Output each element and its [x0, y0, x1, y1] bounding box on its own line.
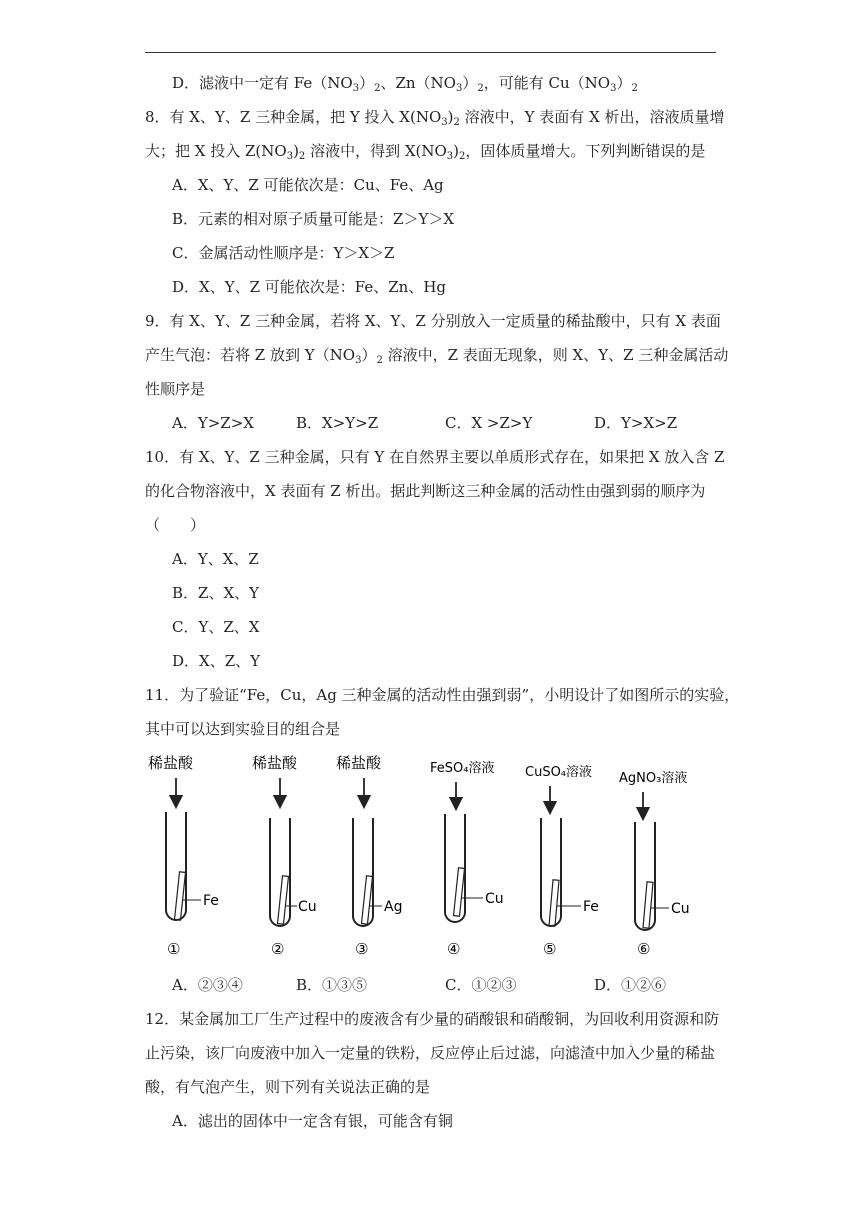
q9-stem-line2: 产生气泡：若将 Z 放到 $Y(NO_3)_2$ 溶液中，Z 表面无现象，则 X、Y、Z 三种金属活动	[145, 346, 729, 366]
tube-4-metal: Cu	[485, 891, 504, 907]
q12-stem-line2: 止污染，该厂向废液中加入一定量的铁粉，反应停止后过滤，向滤渣中加入少量的稀盐	[145, 1044, 716, 1062]
q10-option-c: C．Y、Z、X	[172, 618, 260, 636]
tube-6-number: ⑥	[637, 940, 651, 958]
tube-2-glass	[270, 818, 290, 926]
q8-option-d: D．X、Y、Z 可能依次是：Fe、Zn、Hg	[172, 278, 447, 296]
tube-4-reagent: FeSO₄溶液	[430, 761, 495, 776]
q12-stem-line3: 酸，有气泡产生，则下列有关说法正确的是	[145, 1078, 431, 1096]
tube-2-number: ②	[271, 940, 285, 958]
tube-6-reagent: AgNO₃溶液	[619, 771, 688, 786]
q10-stem-line3: （ ）	[145, 516, 206, 534]
q10-stem-line1: 10．有 X、Y、Z 三种金属，只有 Y 在自然界主要以单质形式存在，如果把 X 放入含 Z	[145, 448, 725, 466]
tube-6-metal: Cu	[671, 901, 690, 917]
q9-options-row	[0, 413, 860, 433]
tube-4-number: ④	[447, 940, 461, 958]
tube-2-reagent: 稀盐酸	[252, 754, 298, 772]
tube-1-number: ①	[167, 940, 181, 958]
test-tube-1	[148, 754, 219, 958]
tube-1-reagent: 稀盐酸	[148, 754, 194, 772]
tube-5-metal: Fe	[583, 899, 599, 915]
q11-stem-line2: 其中可以达到实验目的组合是	[145, 720, 341, 738]
tube-5-glass	[541, 818, 561, 926]
q11-stem-line1: 11．为了验证“Fe，Cu，Ag 三种金属的活动性由强到弱”，小明设计了如图所示的实验，	[145, 686, 740, 704]
test-tube-3	[336, 754, 402, 958]
tube-1-metal-strip	[175, 872, 186, 920]
tube-3-reagent: 稀盐酸	[336, 754, 382, 772]
test-tube-2	[252, 754, 317, 958]
tube-4-metal-strip	[454, 868, 465, 916]
q9-option-d: D．Y>X>Z	[594, 414, 678, 432]
q7-option-d: D．滤液中一定有 $Fe(NO_3)_2$、$Zn(NO_3)_2$，可能有 $Cu(NO_3)_2$	[172, 74, 638, 94]
tube-3-number: ③	[355, 940, 369, 958]
q9-option-a: A．Y>Z>X	[172, 414, 254, 432]
tube-3-metal: Ag	[384, 899, 403, 915]
q8-stem-line1: 8．有 X、Y、Z 三种金属，把 Y 投入 $X(NO_3)_2$ 溶液中，Y 表面有 X 析出，溶液质量增	[145, 108, 725, 128]
tube-6-metal-strip	[643, 882, 653, 928]
tube-3-metal-strip	[362, 876, 373, 924]
q11-options-row	[0, 975, 860, 995]
tube-5-number: ⑤	[543, 940, 557, 958]
test-tube-4	[430, 760, 504, 958]
q10-option-d: D．X、Z、Y	[172, 652, 261, 670]
tube-5-metal-strip	[549, 880, 559, 926]
q9-option-b: B．X>Y>Z	[296, 414, 379, 432]
tube-2-metal-strip	[278, 876, 289, 924]
tube-6-glass	[635, 822, 655, 930]
tube-1-metal: Fe	[203, 893, 219, 909]
q11-option-c: C．①②③	[445, 976, 517, 994]
q11-option-d: D．①②⑥	[594, 976, 667, 994]
tube-2-metal: Cu	[298, 899, 317, 915]
q9-option-c: C．X >Z>Y	[445, 414, 533, 432]
test-tube-figure	[145, 750, 715, 960]
test-tube-5	[525, 764, 599, 958]
q10-stem-line2: 的化合物溶液中，X 表面有 Z 析出。据此判断这三种金属的活动性由强到弱的顺序为	[145, 482, 706, 500]
q9-stem-line1: 9．有 X、Y、Z 三种金属，若将 X、Y、Z 分别放入一定质量的稀盐酸中，只有 X 表面	[145, 312, 721, 330]
q12-stem-line1: 12．某金属加工厂生产过程中的废液含有少量的硝酸银和硝酸铜，为回收利用资源和防	[145, 1010, 720, 1028]
q10-option-b: B．Z、X、Y	[172, 584, 260, 602]
q11-option-b: B．①③⑤	[296, 976, 368, 994]
header-rule	[145, 52, 716, 53]
q8-stem-line2: 大；把 X 投入 $Z(NO_3)_2$ 溶液中，得到 $X(NO_3)_2$，固体质量增大。下列判断错误的是	[145, 142, 706, 162]
q9-stem-line3: 性顺序是	[145, 380, 206, 398]
q10-option-a: A．Y、X、Z	[172, 550, 259, 568]
q8-option-a: A．X、Y、Z 可能依次是：Cu、Fe、Ag	[172, 176, 444, 194]
q11-option-a: A．②③④	[172, 976, 243, 994]
q8-option-c: C．金属活动性顺序是：Y＞X＞Z	[172, 244, 395, 262]
tube-5-reagent: CuSO₄溶液	[525, 765, 593, 780]
q12-option-a: A．滤出的固体中一定含有银，可能含有铜	[172, 1112, 453, 1130]
test-tube-6	[619, 770, 690, 958]
q8-option-b: B．元素的相对原子质量可能是：Z＞Y＞X	[172, 210, 455, 228]
